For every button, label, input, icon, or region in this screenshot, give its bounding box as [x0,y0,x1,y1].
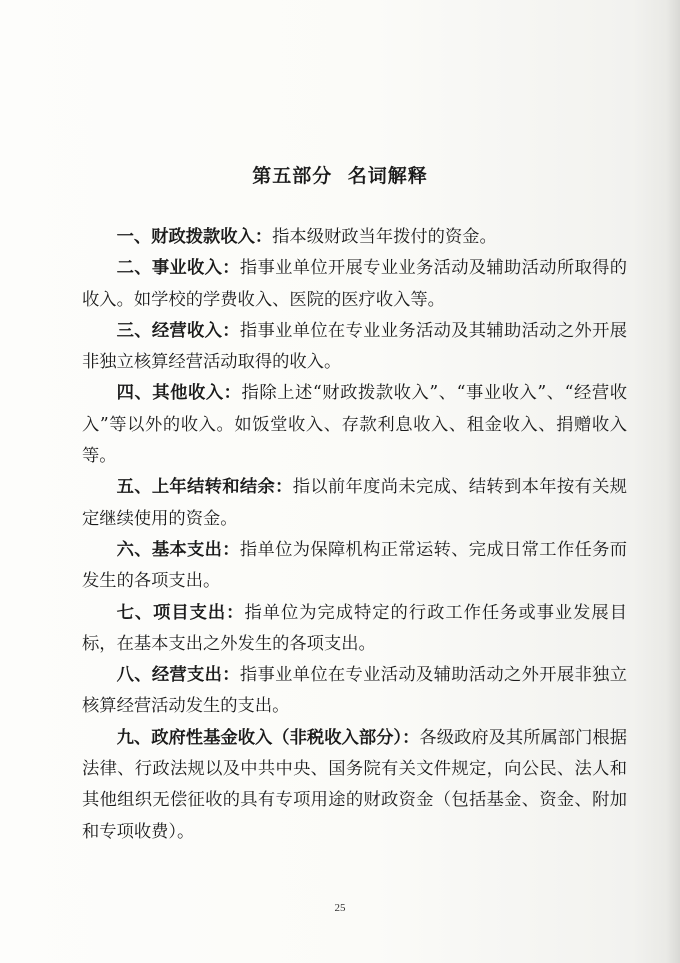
definition-text: 指事业单位在专业业务活动及其辅助活动之外开展非独立核算经营活动取得的收入。 [82,320,627,373]
definition-text: 指以前年度尚未完成、结转到本年按有关规定继续使用的资金。 [82,477,627,529]
definition-text: 指事业单位在专业活动及辅助活动之外开展非独立核算经营活动发生的支出。 [82,665,627,717]
definition-item [82,723,627,848]
definition-term: 九、政府性基金收入（非税收入部分）： [116,727,420,748]
definition-item [82,378,627,472]
definition-term: 一、财政拨款收入： [116,227,273,247]
definition-text: 指除上述“财政拨款收入”、“事业收入”、“经营收入”等以外的收入。如饭堂收入、存款利息收入、租金收入、捐赠收入等。 [82,383,627,467]
definition-term: 八、经营支出： [116,665,240,686]
definition-item [82,472,627,535]
definition-term: 三、经营收入： [116,320,240,341]
definitions-list [82,222,627,848]
definition-item [82,660,627,723]
definition-text: 各级政府及其所属部门根据法律、行政法规以及中共中央、国务院有关文件规定，向公民、法人和其他组织无偿征收的具有专项用途的财政资金（包括基金、资金、附加和专项收费）。 [82,727,627,842]
definition-term: 六、基本支出： [116,539,240,560]
definition-term: 七、项目支出： [116,602,245,623]
definition-item [82,535,627,598]
page-number: 25 [334,902,346,914]
definition-term: 四、其他收入： [116,383,242,404]
definition-text: 指单位为保障机构正常运转、完成日常工作任务而发生的各项支出。 [82,539,627,592]
definition-item [82,316,627,379]
definition-term: 五、上年结转和结余： [116,477,293,498]
definition-text: 指本级财政当年拨付的资金。 [272,227,497,247]
definition-text: 指事业单位开展专业业务活动及辅助活动所取得的收入。如学校的学费收入、医院的医疗收入等。 [82,258,627,310]
definition-item [82,222,627,253]
definition-item [82,598,627,661]
page-edge-shadow [666,0,680,963]
page-title: 第五部分 名词解释 [252,165,428,187]
definition-text: 指单位为完成特定的行政工作任务或事业发展目标，在基本支出之外发生的各项支出。 [82,602,627,654]
definition-item [82,253,627,316]
definition-term: 二、事业收入： [116,258,240,279]
